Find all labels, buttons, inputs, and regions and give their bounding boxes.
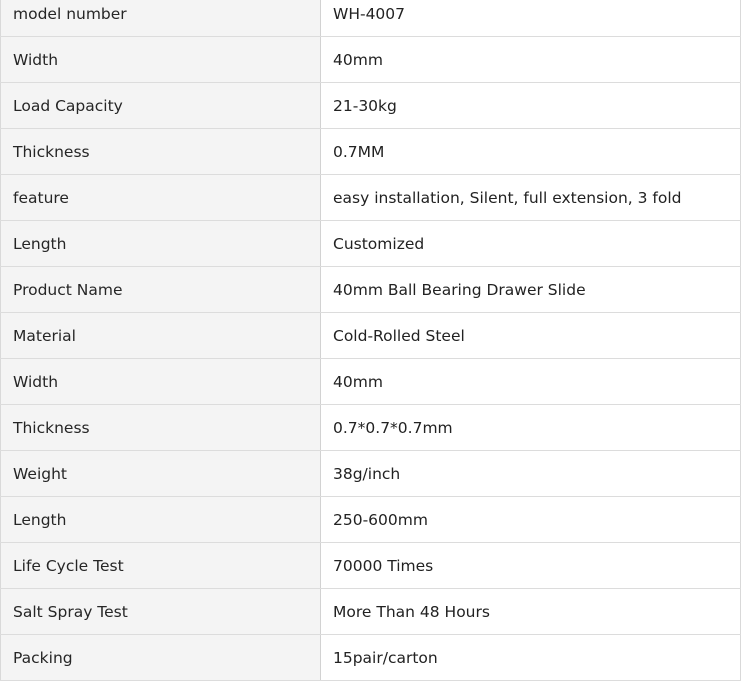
table-row xyxy=(1,175,741,221)
spec-label: Load Capacity xyxy=(1,83,321,129)
spec-label: Material xyxy=(1,313,321,359)
spec-label: Product Name xyxy=(1,267,321,313)
spec-label: Length xyxy=(1,221,321,267)
spec-label: Width xyxy=(1,37,321,83)
spec-value: easy installation, Silent, full extension, 3 fold xyxy=(321,175,741,221)
spec-label: Thickness xyxy=(1,129,321,175)
table-row xyxy=(1,129,741,175)
spec-table-body xyxy=(1,0,741,681)
table-row xyxy=(1,635,741,681)
spec-value: 38g/inch xyxy=(321,451,741,497)
spec-value: 40mm xyxy=(321,37,741,83)
spec-label: Salt Spray Test xyxy=(1,589,321,635)
spec-value: Cold-Rolled Steel xyxy=(321,313,741,359)
spec-label: Thickness xyxy=(1,405,321,451)
spec-value: WH-4007 xyxy=(321,0,741,37)
spec-value: 40mm Ball Bearing Drawer Slide xyxy=(321,267,741,313)
table-row xyxy=(1,37,741,83)
table-row xyxy=(1,267,741,313)
spec-value: 70000 Times xyxy=(321,543,741,589)
spec-label: Packing xyxy=(1,635,321,681)
table-row xyxy=(1,83,741,129)
spec-value: Customized xyxy=(321,221,741,267)
spec-label: Length xyxy=(1,497,321,543)
spec-label: Weight xyxy=(1,451,321,497)
spec-label: Width xyxy=(1,359,321,405)
spec-value: 15pair/carton xyxy=(321,635,741,681)
table-row xyxy=(1,497,741,543)
table-row xyxy=(1,543,741,589)
table-row xyxy=(1,589,741,635)
table-row xyxy=(1,405,741,451)
spec-label: feature xyxy=(1,175,321,221)
table-row xyxy=(1,221,741,267)
spec-value: 0.7*0.7*0.7mm xyxy=(321,405,741,451)
table-row xyxy=(1,313,741,359)
spec-value: 21-30kg xyxy=(321,83,741,129)
spec-label: model number xyxy=(1,0,321,37)
table-row xyxy=(1,359,741,405)
spec-value: 0.7MM xyxy=(321,129,741,175)
spec-value: More Than 48 Hours xyxy=(321,589,741,635)
spec-value: 250-600mm xyxy=(321,497,741,543)
table-row xyxy=(1,451,741,497)
spec-label: Life Cycle Test xyxy=(1,543,321,589)
spec-value: 40mm xyxy=(321,359,741,405)
table-row xyxy=(1,0,741,37)
